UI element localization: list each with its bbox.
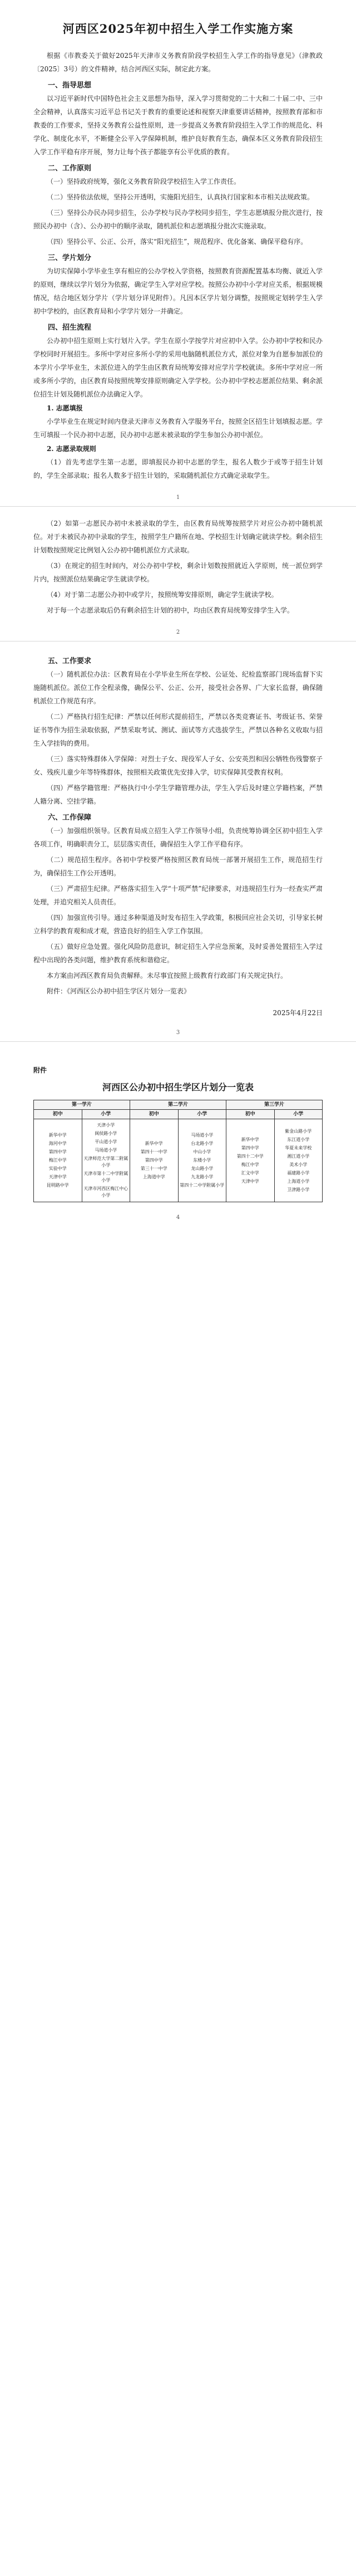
body-paragraph: （一）随机派位办法：区教育局在小学毕业生所在学校、公证处、纪检监察部门现场监督下实施随机派位。派位工作全程录像，确保公平、公正、公开，接受社会各界、广大家长监督，确保随机派位工作规范有序。 (33, 670, 323, 705)
section-heading: 二、工作原则 (48, 164, 92, 173)
continued-section (33, 517, 323, 617)
school-name: 东楼小学 (193, 1158, 211, 1163)
school-name: 中山小学 (193, 1149, 211, 1154)
school-name: 平山道小学 (95, 1139, 117, 1144)
body-paragraph: （四）加强宣传引导。通过多种渠道及时发布招生入学政策，积极回应社会关切，引导家长树立科学的教育观和成才观，营造良好的招生入学工作氛围。 (33, 914, 323, 935)
intro-paragraph: 根据《市教委关于做好2025年天津市义务教育阶段学校招生入学工作的指导意见》（津教政〔2025〕3号）的文件精神，结合河西区实际，制定此方案。 (33, 52, 323, 73)
body-paragraph: 对于每一个志愿录取后仍有剩余招生计划的初中，均由区教育局统筹安排学生入学。 (47, 606, 294, 614)
school-name: 天津中学 (241, 1178, 259, 1184)
body-paragraph: （一）坚持政府统筹，强化义务教育阶段学校招生入学工作责任。 (47, 178, 241, 185)
table-body (34, 1119, 323, 1202)
body-paragraph: 公办初中招生原则上实行划片入学。学生在原小学按学片对应初中入学。公办初中学校和民办学校同时开展招生。多所中学对应多所小学的采用电脑随机派位方式，派位对象为自愿参加派位的本学片小学毕业生，未派位进入的学生由区教育局统筹安排对应学片学校就读。多所中学对应一所或多所小学的，由区教育局按照统筹安排原则确定入学学校。公办初中学校志愿派位结果、剩余派位招生计划及随机派位办法确定入学。 (33, 337, 323, 398)
annex-label: 附件 (33, 1066, 47, 1074)
table-subheader: 小学 (274, 1110, 323, 1119)
table-group-header: 第二学片 (130, 1100, 226, 1110)
school-name: 美术小学 (289, 1162, 308, 1167)
body-paragraph: 以习近平新时代中国特色社会主义思想为指导，深入学习贯彻党的二十大和二十届二中、三中全会精神，认真落实习近平总书记关于教育的重要论述和视察天津重要讲话精神，按照教育部和市教委的工作要求，坚持义务教育公益性原则，进一步提高义务教育阶段招生入学工作的规范化、科学化、制度化水平，不断健全公平入学保障机制，维护良好教育生态，确保本区义务教育阶段招生入学工作平稳有序开展，努力让每个孩子都能享有公平优质的教育。 (33, 95, 323, 156)
page-number: 4 (176, 1214, 180, 1221)
body-paragraph: （一）加强组织领导。区教育局成立招生入学工作领导小组，负责统筹协调全区初中招生入学各项工作，明确职责分工，层层落实责任，确保招生入学工作平稳有序。 (33, 827, 323, 848)
table-subheader: 小学 (178, 1110, 226, 1119)
school-name: 昆明路中学 (46, 1183, 69, 1188)
document-date: 2025年4月22日 (273, 1009, 323, 1017)
school-name: 梅江中学 (48, 1158, 67, 1163)
page-number: 1 (176, 494, 180, 501)
body-paragraph: （二）坚持依法依规，坚持公开透明，实施阳光招生，认真执行国家和本市相关法规政策。 (47, 193, 314, 201)
section-heading: 一、指导思想 (48, 81, 92, 90)
school-name: 天津市河西区梅江中心小学 (83, 1186, 128, 1198)
body-paragraph: （二）规范招生程序。各初中学校要严格按照区教育局统一部署开展招生工作，规范招生行为，确保招生工作公开透明。 (33, 856, 323, 877)
page-divider (0, 641, 356, 652)
school-name: 第四中学 (241, 1145, 259, 1150)
body-paragraph: （五）做好应急处置。强化风险防范意识，制定招生入学应急预案，及时妥善处置招生入学过程中出现的各类问题，维护教育系统和谐稳定。 (33, 943, 323, 964)
school-name: 新华中学 (145, 1141, 163, 1146)
page-number: 2 (176, 629, 180, 635)
document-page (0, 0, 356, 1231)
school-name: 福建路小学 (287, 1170, 310, 1176)
table-subheader: 小学 (82, 1110, 130, 1119)
table-cell (130, 1119, 179, 1202)
school-name: 第四十一中学 (140, 1149, 167, 1154)
body-paragraph: 为切实保障小学毕业生享有相应的公办学校入学资格，按照教育资源配置基本均衡、就近入学的原则，继续以学片划分为依据，确定学生入学对应学校。按照公办初中小学对应关系，根据规模情况，结合地区划分学片（学片划分详见附件）。凡因本区学片划分调整，按照规定划转学生入学初中学校的，由区教育局和小学学片划分一并确定。 (33, 267, 323, 315)
school-name: 台北路小学 (191, 1141, 214, 1146)
school-name: 第四十二中学附属小学 (180, 1183, 225, 1188)
section-body (33, 668, 323, 808)
school-name: 华夏未来学校 (285, 1145, 312, 1150)
page-number: 3 (176, 1030, 180, 1036)
school-name: 新华中学 (241, 1137, 259, 1142)
section-heading: 六、工作保障 (48, 814, 92, 822)
body-paragraph: （四）坚持公平、公正、公开，落实“阳光招生”，规范程序、优化备案、确保平稳有序。 (47, 238, 308, 246)
body-paragraph: （三）落实特殊群体入学保障：对烈士子女、现役军人子女、公安英烈和因公牺牲伤残警察子女、残疾儿童少年等特殊群体，按照相关政策优先安排入学，切实保障其受教育权利。 (33, 755, 323, 776)
section-heading: 三、学片划分 (48, 254, 92, 262)
table-subheader: 初中 (130, 1110, 179, 1119)
school-name: 第四十二中学 (236, 1153, 264, 1159)
school-name: 闽侯路小学 (95, 1131, 117, 1136)
school-name: 第三十一中学 (140, 1166, 167, 1171)
page-divider (0, 506, 356, 517)
school-name: 东江道小学 (287, 1137, 310, 1142)
school-name: 天津师范大学第二附属小学 (83, 1156, 128, 1168)
page-divider (0, 1041, 356, 1052)
document-title: 河西区2025年初中招生入学工作实施方案 (62, 22, 294, 36)
body-paragraph: （2）如第一志愿民办初中未被录取的学生，由区教育局统筹按照学片对应公办初中随机派位。对于未被民办初中录取的学生，按照学生户籍所在地、学校招生计划确定就读学校。剩余招生计划数按照规定比例划入公办初中随机派位方式录取。 (33, 520, 323, 554)
school-name: 汇文中学 (241, 1170, 259, 1176)
subsection-heading: 1. 志愿填报 (47, 404, 83, 412)
section-heading: 四、招生流程 (48, 324, 92, 332)
body-paragraph: （4）对于第二志愿公办初中或学片，按照统筹安排原则，确定学生就读学校。 (47, 591, 278, 599)
body-paragraph: （1）首先考虑学生第一志愿，即填报民办初中志愿的学生，报名人数少于或等于招生计划的，学生全部录取；报名人数多于招生计划的，采取随机派位方式确定录取学生。 (33, 458, 323, 479)
school-name: 龙山路小学 (191, 1166, 214, 1171)
subsection-heading: 2. 志愿录取规则 (47, 445, 96, 453)
body-paragraph: （三）坚持公办民办同步招生，公办学校与民办学校同步招生，学生志愿填报分批次进行，按照民办初中（含）、公办初中的顺序录取，随机派位和志愿填报分批次实施录取。 (33, 209, 323, 230)
school-name: 上海道小学 (287, 1178, 310, 1184)
school-name: 海河中学 (48, 1141, 67, 1146)
table-cell (34, 1119, 82, 1202)
table-cell (274, 1119, 323, 1202)
table-cell (82, 1119, 130, 1202)
table-subheader: 初中 (34, 1110, 82, 1119)
table-title: 河西区公办初中招生学区片划分一览表 (102, 1082, 254, 1093)
annex-note: 附件：《河西区公办初中招生学区片划分一览表》 (47, 987, 191, 995)
school-name: 紫金山路小学 (285, 1128, 312, 1134)
school-name: 天津市第十二中学附属小学 (83, 1171, 128, 1183)
school-name: 马场道小学 (191, 1133, 214, 1138)
school-name: 卫津路小学 (287, 1187, 310, 1192)
section-body (33, 824, 323, 967)
school-name: 天津小学 (97, 1123, 115, 1128)
school-name: 第四中学 (48, 1149, 67, 1154)
body-paragraph: 小学毕业生在规定时间内登录天津市义务教育入学服务平台，按照全区招生计划填报志愿。学生可填报一个民办初中志愿，民办初中志愿未被录取的学生参加公办初中派位。 (33, 418, 323, 439)
school-name: 天津中学 (48, 1174, 67, 1179)
school-name: 九龙路小学 (191, 1174, 214, 1179)
table-group-header: 第三学片 (226, 1100, 323, 1110)
school-name: 实验中学 (48, 1166, 67, 1171)
school-name: 上海道中学 (142, 1174, 165, 1179)
allocation-table (33, 1100, 323, 1202)
body-paragraph: （四）严格学籍管理：严格执行中小学生学籍管理办法，学生入学后及时建立学籍档案，严禁人籍分离、空挂学籍。 (33, 784, 323, 805)
table-row (34, 1119, 323, 1202)
table-subheader: 初中 (226, 1110, 275, 1119)
section-heading: 五、工作要求 (48, 657, 92, 665)
school-name: 第四中学 (145, 1158, 163, 1163)
closing-paragraph: 本方案由河西区教育局负责解释。未尽事宜按照上级教育行政部门有关规定执行。 (47, 972, 288, 980)
table-group-header: 第一学片 (34, 1100, 130, 1110)
body-paragraph: （三）严肃招生纪律。严格落实招生入学“十项严禁”纪律要求，对违规招生行为一经查实严肃处理，并追究相关人员责任。 (33, 885, 323, 906)
sections-container (33, 79, 323, 482)
school-name: 湘江道小学 (287, 1153, 310, 1159)
school-name: 新华中学 (48, 1133, 67, 1138)
school-name: 梅江中学 (241, 1162, 259, 1167)
table-cell (178, 1119, 226, 1202)
table-cell (226, 1119, 275, 1202)
body-paragraph: （二）严格执行招生纪律：严禁以任何形式提前招生，严禁以各类竞赛证书、考级证书、荣誉证书等作为招生录取依据，严禁采取考试、测试、面试等方式选拔学生，严禁以各种名义收取与招生入学挂钩的费用。 (33, 713, 323, 747)
body-paragraph: （3）在规定的招生时间内，对公办初中学校，剩余计划数按照就近入学原则，统一派位到学片内，按照派位结果确定学生就读学校。 (33, 562, 323, 583)
school-name: 马场道小学 (95, 1148, 117, 1153)
